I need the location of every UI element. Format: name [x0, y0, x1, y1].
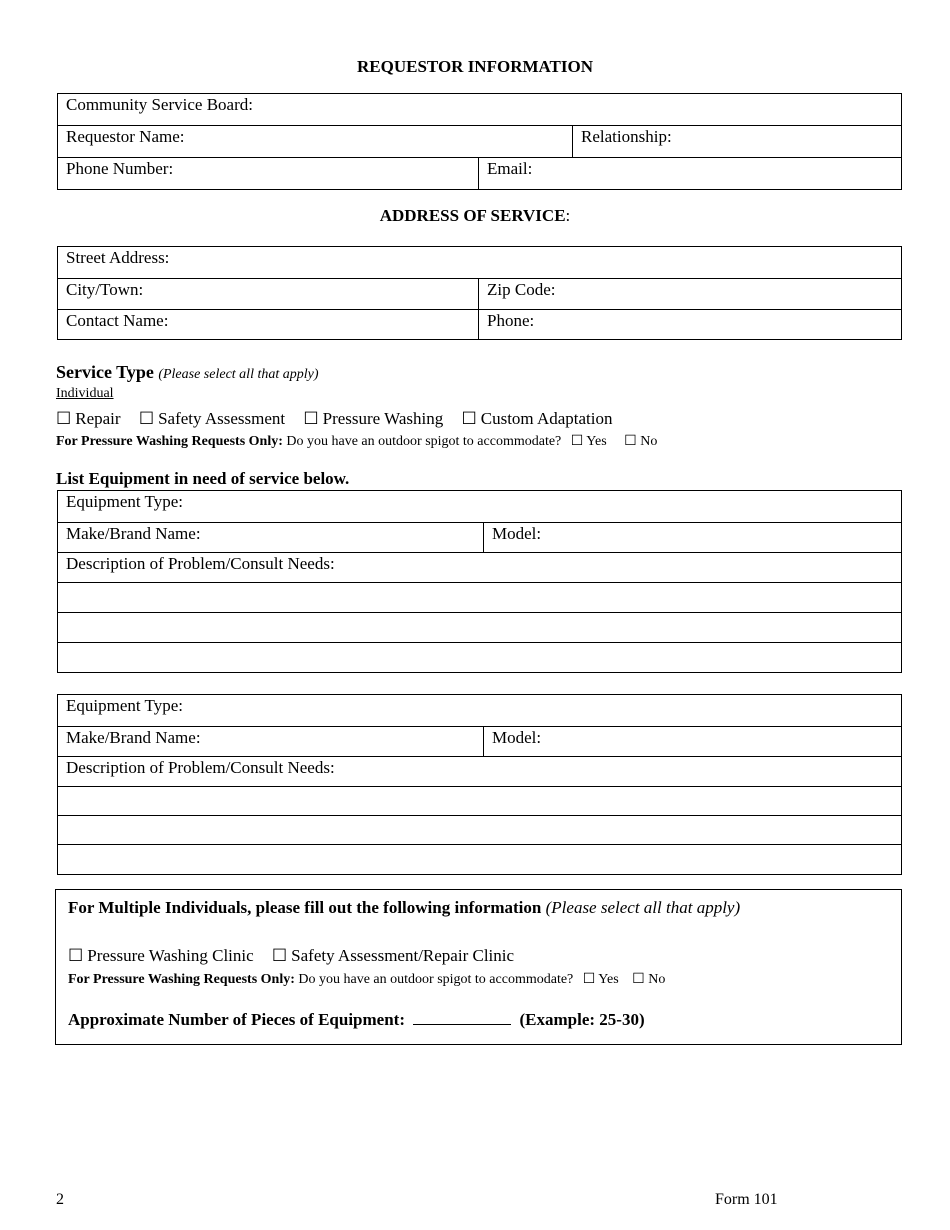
description-field[interactable]: Description of Problem/Consult Needs:: [58, 757, 902, 787]
approx-equipment-label: Approximate Number of Pieces of Equipment:: [68, 1010, 405, 1029]
approx-equipment-blank[interactable]: [413, 1008, 511, 1025]
safety-repair-clinic-option[interactable]: [272, 946, 514, 966]
approx-equipment-row: [68, 1008, 645, 1030]
requestor-table: [57, 93, 902, 190]
multiple-heading-note: (Please select all that apply): [545, 898, 741, 917]
service-type-note: (Please select all that apply): [158, 367, 319, 382]
multiple-options: [68, 946, 528, 966]
service-type-heading: [56, 362, 319, 383]
custom-adaptation-label: Custom Adaptation: [480, 409, 613, 428]
custom-adaptation-checkbox[interactable]: ☐: [461, 409, 477, 428]
service-type-label: Service Type: [56, 362, 154, 382]
description-line[interactable]: [58, 613, 902, 643]
safety-assessment-label: Safety Assessment: [158, 409, 286, 428]
requestor-section-title: REQUESTOR INFORMATION: [357, 57, 593, 76]
safety-assessment-checkbox[interactable]: ☐: [138, 409, 155, 428]
safety-repair-clinic-checkbox[interactable]: ☐: [271, 946, 288, 965]
description-line[interactable]: [58, 643, 902, 673]
multiple-pw-question-text: Do you have an outdoor spigot to accommodate?: [298, 972, 574, 987]
model-field[interactable]: Model:: [484, 523, 902, 553]
community-service-board-field[interactable]: Community Service Board:: [58, 94, 902, 126]
relationship-field[interactable]: Relationship:: [573, 126, 902, 158]
pw-no-label: No: [640, 434, 658, 449]
pressure-washing-label: Pressure Washing: [322, 409, 444, 428]
pw-question-text: Do you have an outdoor spigot to accommodate?: [286, 434, 562, 449]
pressure-washing-clinic-label: Pressure Washing Clinic: [87, 946, 254, 965]
equipment-table-2: [57, 694, 902, 875]
address-section-title: [0, 206, 950, 226]
model-field[interactable]: Model:: [484, 727, 902, 757]
contact-name-field[interactable]: Contact Name:: [58, 310, 479, 340]
address-title-colon: :: [565, 206, 571, 225]
make-brand-field[interactable]: Make/Brand Name:: [58, 727, 484, 757]
repair-label: Repair: [75, 409, 121, 428]
service-type-options: [56, 409, 626, 429]
description-line[interactable]: [58, 787, 902, 816]
safety-assessment-option[interactable]: [139, 409, 285, 429]
repair-option[interactable]: [56, 409, 121, 429]
individual-label: Individual: [56, 386, 114, 401]
address-title-text: ADDRESS OF SERVICE: [379, 206, 566, 225]
pw-yes-option[interactable]: ☐ Yes: [570, 434, 607, 449]
multiple-pw-label: For Pressure Washing Requests Only:: [68, 972, 295, 987]
equipment-table-1: [57, 490, 902, 673]
make-brand-field[interactable]: Make/Brand Name:: [58, 523, 484, 553]
description-line[interactable]: [58, 583, 902, 613]
description-line[interactable]: [58, 816, 902, 845]
pressure-washing-clinic-option[interactable]: [68, 946, 254, 966]
repair-checkbox[interactable]: ☐: [56, 409, 72, 428]
safety-repair-clinic-label: Safety Assessment/Repair Clinic: [291, 946, 515, 965]
description-field[interactable]: Description of Problem/Consult Needs:: [58, 553, 902, 583]
pw-yes-label: Yes: [586, 434, 607, 449]
equipment-heading: List Equipment in need of service below.: [56, 469, 350, 488]
custom-adaptation-option[interactable]: [461, 409, 612, 429]
multiple-heading-text: For Multiple Individuals, please fill out the following information: [68, 898, 542, 917]
pw-question-individual: [56, 433, 657, 450]
pressure-washing-checkbox[interactable]: ☐: [303, 409, 319, 428]
street-address-field[interactable]: Street Address:: [58, 247, 902, 279]
email-field[interactable]: Email:: [479, 158, 902, 190]
multiple-pw-no-label: No: [648, 972, 666, 987]
description-line[interactable]: [58, 845, 902, 875]
city-town-field[interactable]: City/Town:: [58, 279, 479, 310]
multiple-pw-yes-option[interactable]: ☐ Yes: [582, 972, 619, 987]
phone-number-field[interactable]: Phone Number:: [58, 158, 479, 190]
pw-no-option[interactable]: ☐ No: [624, 434, 658, 449]
address-table: [57, 246, 902, 340]
multiple-individuals-box: [55, 889, 902, 1045]
multiple-pw-no-option[interactable]: ☐ No: [632, 972, 666, 987]
page-number: 2: [56, 1191, 64, 1208]
requestor-name-field[interactable]: Requestor Name:: [58, 126, 573, 158]
address-phone-field[interactable]: Phone:: [479, 310, 902, 340]
equipment-type-field[interactable]: Equipment Type:: [58, 491, 902, 523]
multiple-heading: [68, 898, 740, 918]
zip-code-field[interactable]: Zip Code:: [479, 279, 902, 310]
form-id: Form 101: [715, 1191, 778, 1208]
equipment-type-field[interactable]: Equipment Type:: [58, 695, 902, 727]
pw-question-multiple: [68, 971, 665, 988]
pressure-washing-clinic-checkbox[interactable]: ☐: [68, 946, 84, 965]
approx-example: (Example: 25-30): [519, 1010, 645, 1029]
pw-label: For Pressure Washing Requests Only:: [56, 434, 283, 449]
pressure-washing-option[interactable]: [303, 409, 443, 429]
multiple-pw-yes-label: Yes: [598, 972, 619, 987]
